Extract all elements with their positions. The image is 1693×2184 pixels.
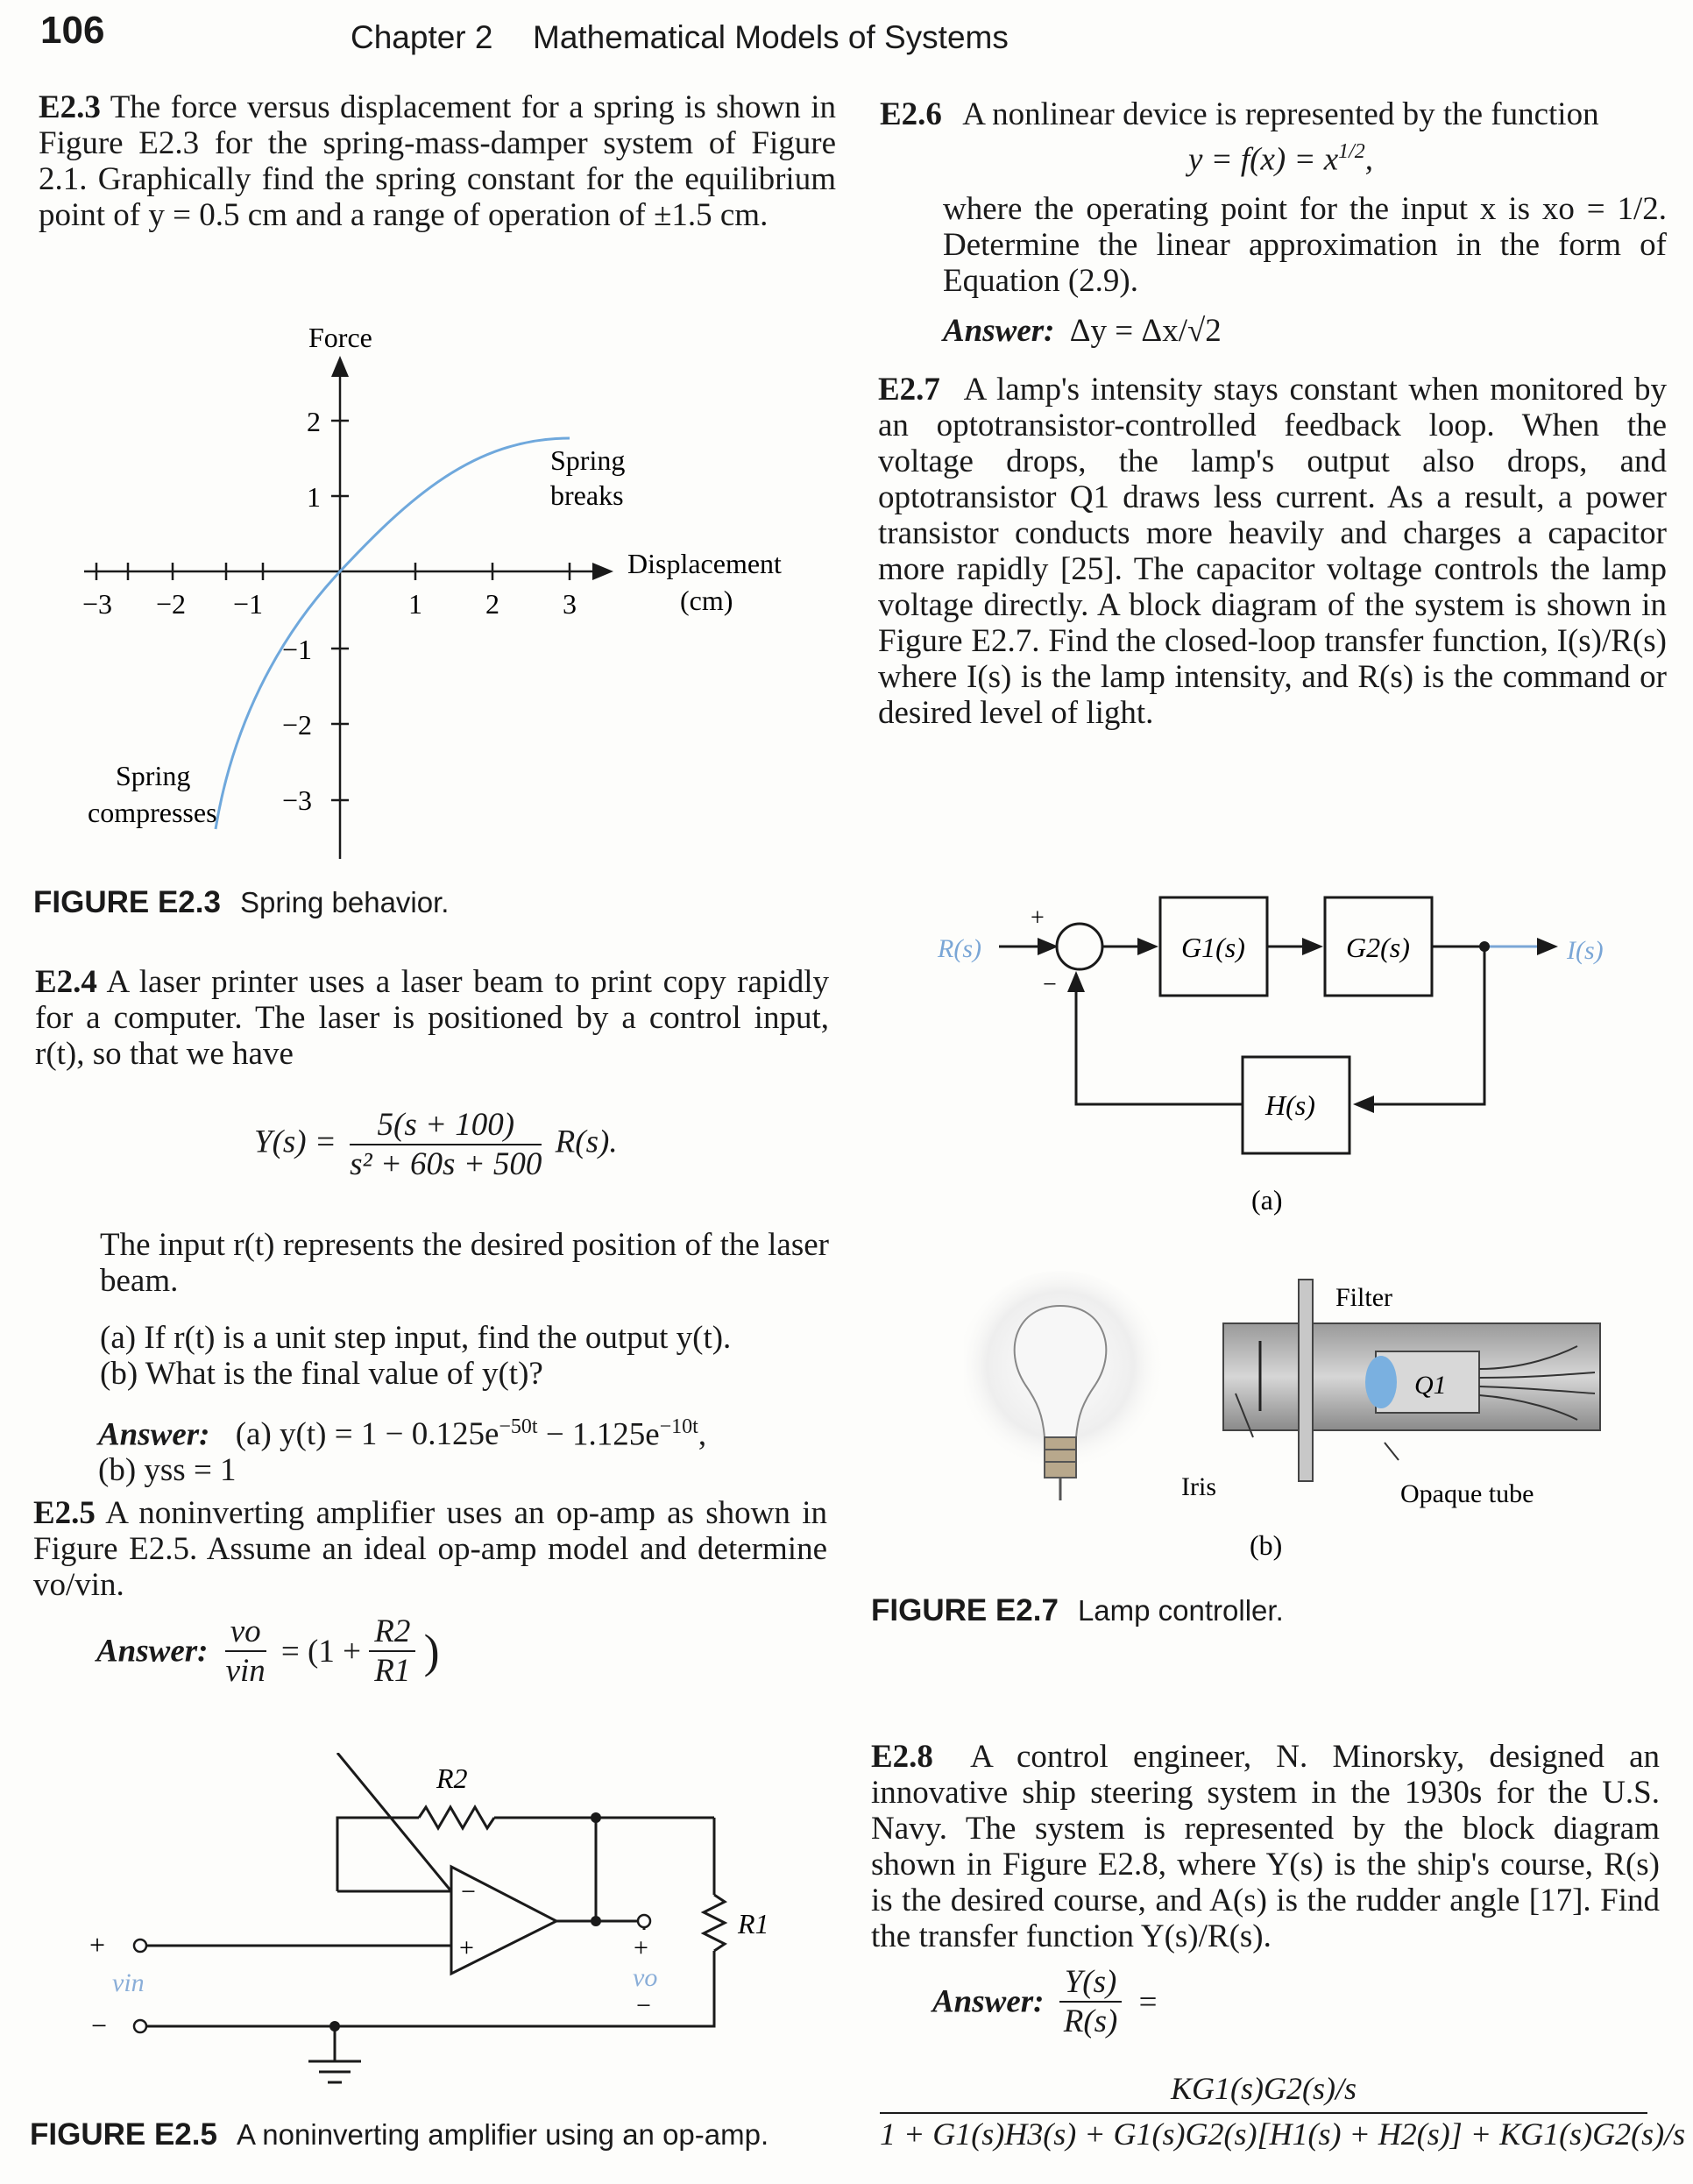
eq-body: y = f(x) = x xyxy=(1188,141,1339,178)
exercise-e2-3 xyxy=(39,89,836,233)
resistor-r2 xyxy=(419,1807,494,1828)
exercise-text: A noninverting amplifier uses an op-amp as shown in Figure E2.5. Assume an ideal op-amp model and determine vo/vin. xyxy=(33,1495,827,1603)
answer-numerator: vo xyxy=(225,1613,266,1652)
figure-e2-7-caption xyxy=(871,1593,1284,1628)
caption-label: FIGURE E2.3 xyxy=(33,885,221,919)
exercise-e2-8 xyxy=(871,1739,1660,1954)
y-axis-arrow xyxy=(331,356,349,377)
chapter-label: Chapter 2 xyxy=(351,19,493,55)
spring-breaks-label: breaks xyxy=(550,479,624,511)
exercise-text: A nonlinear device is represented by the function xyxy=(962,96,1599,132)
y-axis-label: Force xyxy=(308,322,372,353)
x-tick-label: −2 xyxy=(156,588,187,620)
exercise-number: E2.7 xyxy=(878,372,940,408)
y-tick-label: −3 xyxy=(282,784,313,816)
spring-force-curve xyxy=(216,438,570,829)
answer-e2-6 xyxy=(943,312,1222,350)
part-a: (a) If r(t) is a unit step input, find the output y(t). xyxy=(100,1320,732,1356)
subfigure-a-label: (a) xyxy=(1251,1184,1283,1216)
exercise-number: E2.5 xyxy=(33,1495,96,1531)
input-label: R(s) xyxy=(938,934,981,963)
vin-plus: + xyxy=(89,1929,106,1961)
x-tick-label: −3 xyxy=(82,588,113,620)
answer-rhs-pre: = (1 + xyxy=(280,1633,361,1670)
part-b: (b) What is the final value of y(t)? xyxy=(100,1356,543,1392)
exercise-number: E2.8 xyxy=(871,1739,933,1775)
figure-e2-5-circuit xyxy=(79,1753,832,2103)
eq-rhs: R(s). xyxy=(555,1124,618,1160)
answer-fraction xyxy=(1059,1963,1123,2040)
figure-e2-5-caption xyxy=(30,2117,769,2152)
eq-numerator: 5(s + 100) xyxy=(350,1106,542,1145)
eq-fraction xyxy=(350,1106,542,1183)
exercise-text: A control engineer, N. Minorsky, designed an innovative ship steering system in the 1930s for the U.S. Navy. The system is represented by the block diagram shown in Figure E2.8, where Y(s) is the ship's course, R(s) is the desired course, and A(s) is the rudder angle [17]. Find the transfer function Y(s)/R(s). xyxy=(871,1739,1661,1954)
answer-a-mid: − 1.125e xyxy=(537,1416,660,1453)
exercise-e2-7 xyxy=(878,372,1667,731)
vin-minus: − xyxy=(91,2010,108,2041)
minus-sign: − xyxy=(1043,971,1057,998)
x-axis-arrow xyxy=(592,563,613,580)
spring-breaks-label: Spring xyxy=(550,444,626,476)
answer-fraction xyxy=(225,1613,266,1690)
h-label: H(s) xyxy=(1265,1089,1315,1121)
vin-label: vin xyxy=(112,1968,145,1997)
r1-label: R1 xyxy=(738,1908,769,1939)
x-axis-label: Displacement xyxy=(627,548,782,579)
vo-plus: + xyxy=(634,1933,648,1962)
answer-label: Answer: xyxy=(932,1983,1045,2020)
big-denominator: 1 + G1(s)H3(s) + G1(s)G2(s)[H1(s) + H2(s)] + KG1(s)G2(s)/s xyxy=(880,2117,1686,2152)
answer-value: Δy = Δx/√2 xyxy=(1069,313,1222,349)
exercise-e2-4 xyxy=(35,964,829,1072)
exercise-text-2: where the operating point for the input x is xo = 1/2. Determine the linear approximation in the form of Equation (2.9). xyxy=(943,191,1667,299)
x-tick-label: 2 xyxy=(485,588,499,620)
figure-e2-7a-block-diagram xyxy=(929,885,1682,1227)
eq-denominator: s² + 60s + 500 xyxy=(350,1146,542,1182)
answer-e2-8 xyxy=(932,1963,1157,2040)
answer-numerator: Y(s) xyxy=(1059,1963,1123,2003)
caption-label: FIGURE E2.7 xyxy=(871,1593,1059,1627)
opamp-minus: − xyxy=(461,1877,476,1906)
caption-text: A noninverting amplifier using an op-amp. xyxy=(236,2118,769,2151)
answer-e2-8-big-fraction xyxy=(880,2068,1686,2154)
vo-label: vo xyxy=(633,1963,658,1992)
g2-label: G2(s) xyxy=(1346,932,1410,963)
filter-label: Filter xyxy=(1335,1283,1392,1312)
g1-label: G1(s) xyxy=(1181,932,1245,963)
answer-denominator: vin xyxy=(225,1653,266,1689)
bulb-base xyxy=(1045,1437,1076,1478)
answer-exp: −50t xyxy=(499,1415,538,1438)
answer-a: (a) y(t) = 1 − 0.125e xyxy=(235,1416,499,1453)
equation-e2-4 xyxy=(254,1106,618,1183)
answer-label: Answer: xyxy=(943,313,1055,349)
y-tick-label: 2 xyxy=(307,406,321,437)
x-tick-label: 1 xyxy=(408,588,422,620)
vo-minus: − xyxy=(636,1991,651,2020)
r2-label: R2 xyxy=(436,1762,468,1794)
plus-sign: + xyxy=(1031,904,1045,932)
x-tick-label: −1 xyxy=(233,588,264,620)
figure-e2-3-plot xyxy=(53,316,841,876)
equation-e2-6 xyxy=(1188,140,1373,178)
answer-label: Answer: xyxy=(98,1416,210,1453)
answer-r-fraction xyxy=(369,1613,415,1690)
summing-junction xyxy=(1057,924,1102,969)
answer-b: (b) yss = 1 xyxy=(98,1452,237,1489)
filter xyxy=(1299,1280,1313,1481)
exercise-e2-6 xyxy=(880,96,1668,132)
figure-e2-3-caption xyxy=(33,885,449,920)
y-tick-label: −2 xyxy=(282,709,313,741)
x-tick-label: 3 xyxy=(563,588,577,620)
exercise-number: E2.3 xyxy=(39,89,101,125)
spring-compresses-label: Spring xyxy=(116,760,191,791)
x-axis-unit: (cm) xyxy=(680,585,733,616)
answer-equals: = xyxy=(1138,1983,1158,2020)
caption-label: FIGURE E2.5 xyxy=(30,2117,217,2152)
resistor-r1 xyxy=(704,1895,725,1951)
y-tick-label: −1 xyxy=(282,634,313,665)
answer-r-denominator: R1 xyxy=(374,1653,411,1689)
answer-a-end: , xyxy=(698,1416,707,1453)
subfigure-b-label: (b) xyxy=(1250,1529,1283,1561)
answer-e2-4 xyxy=(98,1409,706,1488)
q1-label: Q1 xyxy=(1414,1371,1447,1400)
output-label: I(s) xyxy=(1567,936,1604,965)
chapter-title: Mathematical Models of Systems xyxy=(533,19,1009,55)
opamp-plus: + xyxy=(459,1933,474,1962)
exercise-text: A laser printer uses a laser beam to print copy rapidly for a computer. The laser is positioned by a control input, r(t), so that we have xyxy=(35,964,829,1072)
spring-compresses-label: compresses xyxy=(88,797,217,828)
exercise-number: E2.6 xyxy=(880,96,942,132)
eq-exp: 1/2 xyxy=(1338,140,1365,163)
figure-e2-7b-illustration xyxy=(964,1271,1665,1569)
y-tick-label: 1 xyxy=(307,481,321,513)
caption-text: Spring behavior. xyxy=(239,886,450,918)
exercise-text: The force versus displacement for a spring is shown in Figure E2.3 for the spring-mass-damper system of Figure 2.1. Graphically find the spring constant for the equilibrium point of y = 0.5 cm and a range of operation of ±1.5 cm. xyxy=(39,89,836,233)
exercise-text: A lamp's intensity stays constant when monitored by an optotransistor-controlled feedback loop. When the voltage drops, the lamp's output also drops, and optotransistor Q1 draws less current. As a result, a power transistor conducts more heavily and charges a capacitor more rapidly [25]. The capacitor voltage controls the lamp voltage directly. A block diagram of the system is shown in Figure E2.7. Find the closed-loop transfer function, I(s)/R(s) where I(s) is the lamp intensity, and R(s) is the command or desired level of light. xyxy=(878,372,1667,731)
tube-label: Opaque tube xyxy=(1400,1479,1534,1508)
big-numerator: KG1(s)G2(s)/s xyxy=(880,2068,1647,2114)
answer-label: Answer: xyxy=(96,1633,209,1670)
eq-lhs: Y(s) = xyxy=(254,1124,336,1160)
answer-e2-5 xyxy=(96,1613,440,1690)
exercise-text-2: The input r(t) represents the desired position of the laser beam. xyxy=(100,1227,829,1299)
answer-rhs-post: ) xyxy=(423,1625,440,1677)
page-number: 106 xyxy=(40,9,105,52)
eq-end: , xyxy=(1364,141,1374,178)
iris-label: Iris xyxy=(1181,1472,1216,1501)
exercise-number: E2.4 xyxy=(35,964,97,1000)
caption-text: Lamp controller. xyxy=(1077,1594,1284,1627)
answer-denominator: R(s) xyxy=(1063,2003,1118,2039)
answer-exp: −10t xyxy=(659,1415,698,1438)
exercise-e2-5 xyxy=(33,1495,827,1603)
answer-r-numerator: R2 xyxy=(369,1613,415,1652)
